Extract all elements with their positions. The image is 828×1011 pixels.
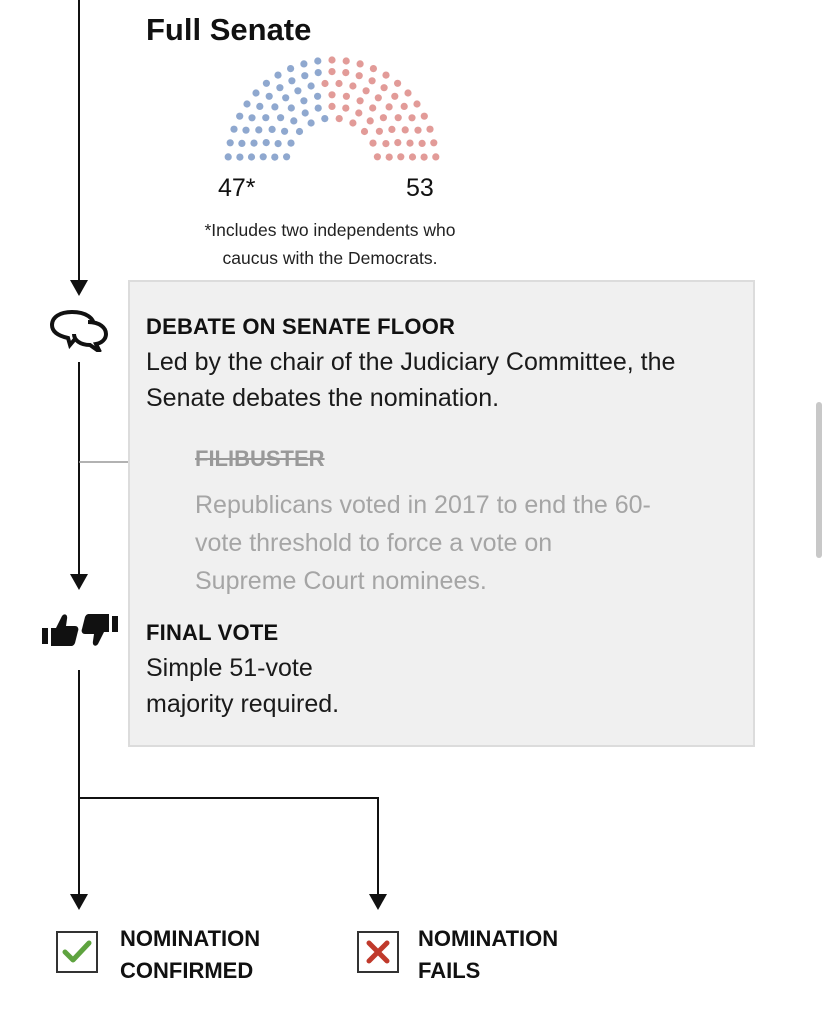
filibuster-heading: FILIBUSTER [195, 446, 325, 471]
republican-seat [409, 153, 416, 160]
democrat-seat [263, 80, 270, 87]
republican-seat [430, 139, 437, 146]
arrow-down-confirmed [70, 894, 88, 910]
democrat-seat [308, 82, 315, 89]
outcome-fails-label [418, 923, 558, 987]
filibuster-line-1: Republicans voted in 2017 to end the 60- [195, 491, 651, 519]
republican-seat [342, 105, 349, 112]
final-vote-heading: FINAL VOTE [146, 620, 279, 645]
republican-seat [419, 140, 426, 147]
senate-title: Full Senate [146, 12, 312, 47]
democrat-seat [238, 140, 245, 147]
democrat-seat [236, 113, 243, 120]
democrat-seat [230, 126, 237, 133]
footnote-line-1: *Includes two independents who [204, 220, 456, 240]
republican-seat [357, 97, 364, 104]
republican-seat [402, 126, 409, 133]
republican-seat [374, 153, 381, 160]
democrat-seat [315, 69, 322, 76]
democrat-seat [287, 65, 294, 72]
final-vote-description [146, 650, 406, 722]
republican-seat [336, 115, 343, 122]
democrat-seat [300, 60, 307, 67]
democrat-seat [256, 103, 263, 110]
republican-seat [375, 94, 382, 101]
republican-seat [328, 91, 335, 98]
republican-seat [357, 60, 364, 67]
democrat-seat [282, 94, 289, 101]
confirmed-line-1: NOMINATION [120, 926, 261, 951]
democrat-seat [276, 84, 283, 91]
democrat-seat [260, 153, 267, 160]
democrat-seat [301, 72, 308, 79]
democrat-seat [242, 127, 249, 134]
scrollbar-thumb[interactable] [816, 402, 822, 558]
republican-seat [328, 68, 335, 75]
democrat-seat [248, 153, 255, 160]
thumbs-up-down-icon [42, 612, 118, 652]
democrat-seat [281, 128, 288, 135]
debate-line-1: Led by the chair of the Judiciary Committee, the [146, 348, 676, 376]
republican-seat [394, 139, 401, 146]
footnote-line-2: caucus with the Democrats. [222, 248, 438, 268]
flow-branch-fails [79, 798, 378, 900]
filibuster-line-3: Supreme Court nominees. [195, 567, 487, 595]
republican-count: 53 [406, 174, 434, 202]
democrat-seat [300, 97, 307, 104]
republican-seat [413, 100, 420, 107]
filibuster-description [195, 486, 725, 600]
republican-seat [321, 80, 328, 87]
republican-seat [380, 114, 387, 121]
democrat-seat [227, 139, 234, 146]
republican-seat [381, 84, 388, 91]
outcome-confirmed-label [120, 923, 260, 987]
republican-seat [414, 127, 421, 134]
arrow-down-final-vote [70, 574, 88, 590]
republican-seat [395, 114, 402, 121]
confirmed-checkbox [56, 931, 98, 973]
republican-seat [401, 103, 408, 110]
democrat-seat [274, 72, 281, 79]
republican-seat [369, 140, 376, 147]
democrat-seat [277, 114, 284, 121]
democrat-seat [250, 140, 257, 147]
democrat-seat [294, 87, 301, 94]
democrat-seat [255, 126, 262, 133]
democrat-seat [296, 128, 303, 135]
republican-seat [356, 72, 363, 79]
senate-hemicycle [212, 54, 452, 174]
republican-seat [349, 82, 356, 89]
republican-seat [397, 153, 404, 160]
republican-seat [369, 104, 376, 111]
filibuster-line-2: vote threshold to force a vote on [195, 529, 553, 557]
democrat-seat [271, 103, 278, 110]
democrat-seat [243, 100, 250, 107]
republican-seat [382, 72, 389, 79]
x-mark-icon [365, 939, 391, 965]
democrat-seat [262, 114, 269, 121]
democrat-seat [236, 154, 243, 161]
republican-seat [343, 57, 350, 64]
final-vote-line-1: Simple 51-vote [146, 654, 313, 682]
democrat-seat [287, 140, 294, 147]
republican-seat [349, 119, 356, 126]
debate-description [146, 344, 756, 416]
republican-seat [361, 128, 368, 135]
democrat-seat [275, 140, 282, 147]
fails-line-1: NOMINATION [418, 926, 559, 951]
republican-seat [367, 117, 374, 124]
democrat-seat [266, 93, 273, 100]
republican-seat [335, 80, 342, 87]
democrat-seat [321, 115, 328, 122]
confirmed-line-2: CONFIRMED [120, 958, 254, 983]
democrat-count: 47* [218, 174, 256, 202]
republican-seat [382, 140, 389, 147]
republican-seat [370, 65, 377, 72]
democrat-seat [269, 126, 276, 133]
democrat-seat [288, 77, 295, 84]
democrat-seat [308, 119, 315, 126]
republican-seat [432, 153, 439, 160]
debate-heading: DEBATE ON SENATE FLOOR [146, 314, 456, 339]
republican-seat [426, 126, 433, 133]
republican-seat [369, 77, 376, 84]
republican-seat [404, 89, 411, 96]
republican-seat [343, 93, 350, 100]
republican-seat [391, 93, 398, 100]
republican-seat [406, 140, 413, 147]
democrat-seat [302, 109, 309, 116]
republican-seat [328, 103, 335, 110]
democrat-seat [314, 93, 321, 100]
arrow-down-debate [70, 280, 88, 296]
democrat-seat [248, 114, 255, 121]
debate-line-2: Senate debates the nomination. [146, 384, 500, 412]
democrat-seat [283, 153, 290, 160]
democrat-seat [225, 153, 232, 160]
republican-seat [388, 126, 395, 133]
republican-seat [355, 109, 362, 116]
arrow-down-fails [369, 894, 387, 910]
republican-seat [386, 154, 393, 161]
check-icon [62, 939, 92, 965]
democrat-seat [271, 154, 278, 161]
republican-seat [386, 103, 393, 110]
democrat-seat [290, 117, 297, 124]
senate-footnote [150, 216, 510, 272]
democrat-seat [315, 105, 322, 112]
democrat-seat [252, 89, 259, 96]
republican-seat [342, 69, 349, 76]
fails-checkbox [357, 931, 399, 973]
republican-seat [394, 80, 401, 87]
republican-seat [363, 87, 370, 94]
final-vote-line-2: majority required. [146, 690, 340, 718]
republican-seat [328, 56, 335, 63]
democrat-seat [314, 57, 321, 64]
speech-bubbles-icon [48, 306, 110, 352]
republican-seat [376, 128, 383, 135]
republican-seat [421, 154, 428, 161]
republican-seat [408, 114, 415, 121]
democrat-seat [263, 139, 270, 146]
republican-seat [421, 113, 428, 120]
fails-line-2: FAILS [418, 958, 481, 983]
democrat-seat [288, 104, 295, 111]
